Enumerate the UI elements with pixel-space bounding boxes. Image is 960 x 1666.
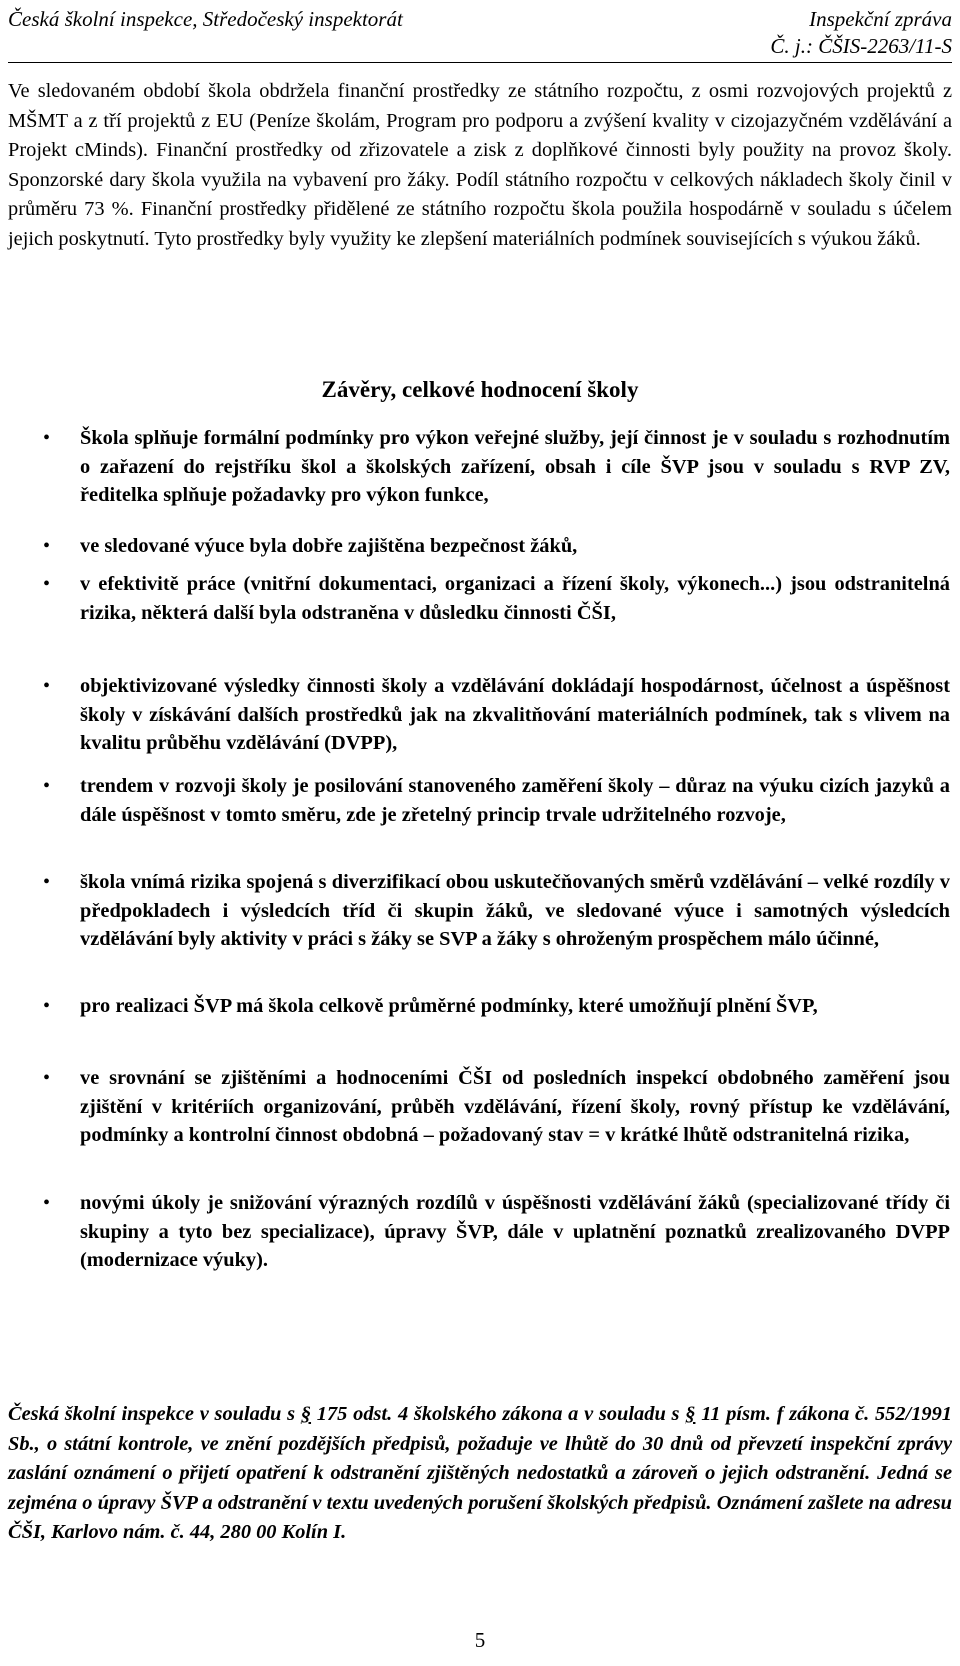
bullet-icon: • [43,995,51,1017]
conclusion-item [43,772,950,829]
intro-paragraph: Ve sledovaném období škola obdržela finanční prostředky ze státního rozpočtu, z osmi rozvojových projektů z MŠMT a z tří projektů z EU (Peníze školám, Program pro podporu a zvýšení kvality v cizojazyčném vzdělávání a Projekt cMinds). Finanční prostředky od zřizovatele a zisk z doplňkové činnosti byly použity na provoz školy. Sponzorské dary škola využila na vybavení pro žáky. Podíl státního rozpočtu v celkových nákladech školy činil v průměru 73 %. Finanční prostředky přidělené ze státního rozpočtu škola použila hospodárně v souladu s účelem jejich poskytnutí. Tyto prostředky byly využity ke zlepšení materiálních podmínek souvisejících s výukou žáků. [8,80,952,250]
closing-note-part-2: 175 odst. 4 školského zákona a v souladu s [311,1403,686,1425]
header-report-title: Inspekční zpráva [809,7,952,31]
conclusion-text: novými úkoly je snižování výrazných rozdílů v úspěšnosti vzdělávání žáků (specializované třídy či skupiny a tyto bez specializace), úpravy ŠVP, dále v uplatnění poznatků zrealizovaného DVPP (modernizace výuky). [80,1192,950,1271]
conclusion-item [43,1189,950,1275]
conclusion-text: trendem v rozvoji školy je posilování stanoveného zaměření školy – důraz na výuku cizích jazyků a dále úspěšnost v tomto směru, zde je zřetelný princip trvale udržitelného rozvoje, [80,775,950,826]
conclusion-item [43,570,950,627]
conclusion-text: škola vnímá rizika spojená s diverzifikací obou uskutečňovaných směrů vzdělávání – velké rozdíly v předpokladech i výsledcích tříd či skupin žáků, ve sledované výuce i samotných výsledcích vzdělávání byly aktivity v práci s žáky se SVP a žáky s ohroženým prospěchem málo účinné, [80,871,950,950]
section-sign: § [685,1403,696,1425]
conclusion-item [43,1064,950,1150]
page-header [8,4,952,63]
conclusion-text: pro realizaci ŠVP má škola celkově průměrné podmínky, které umožňují plnění ŠVP, [80,995,818,1017]
conclusion-item [43,532,950,561]
bullet-icon: • [43,775,51,797]
page-number: 5 [474,1628,486,1652]
conclusion-item [43,672,950,758]
header-organization: Česká školní inspekce, Středočeský inspektorát [8,7,403,31]
conclusion-item [43,424,950,510]
header-report-info [770,6,952,60]
conclusion-text: Škola splňuje formální podmínky pro výkon veřejné služby, její činnost je v souladu s rozhodnutím o zařazení do rejstříku škol a školských zařízení, obsah i cíle ŠVP jsou v souladu s RVP ZV, ředitelka splňuje požadavky pro výkon funkce, [80,427,950,506]
conclusion-text: ve srovnání se zjištěními a hodnoceními ČŠI od posledních inspekcí obdobného zaměření jsou zjištění v kritériích organizování, průběh vzdělávání, řízení školy, rovný přístup ke vzdělávání, podmínky a kontrolní činnost obdobná – požadovaný stav = v krátké lhůtě odstranitelná rizika, [80,1067,950,1146]
conclusion-text: v efektivitě práce (vnitřní dokumentaci, organizaci a řízení školy, výkonech...) jsou odstranitelná rizika, některá další byla odstraněna v důsledku činnosti ČŠI, [80,573,950,624]
closing-note-part-3: 11 písm. f zákona č. 552/1991 Sb., o státní kontrole, ve znění pozdějších předpisů, požaduje ve lhůtě do 30 dnů od převzetí inspekční zprávy zaslání oznámení o přijetí opatření k odstranění zjištěných nedostatků a zároveň o jejich odstranění. Jedná se zejména o úpravy ŠVP a odstranění v textu uvedených porušení školských předpisů. Oznámení zašlete na adresu ČŠI, Karlovo nám. č. 44, 280 00 Kolín I. [8,1403,952,1543]
conclusion-item [43,992,950,1021]
bullet-icon: • [43,427,51,449]
section-heading: Závěry, celkové hodnocení školy [321,377,639,402]
section-sign: § [300,1403,312,1425]
conclusion-item [43,868,950,954]
header-reference-number: Č. j.: ČŠIS-2263/11-S [770,34,952,58]
bullet-icon: • [43,1192,51,1214]
closing-note [8,1400,952,1548]
conclusion-text: ve sledované výuce byla dobře zajištěna bezpečnost žáků, [80,535,578,557]
bullet-icon: • [43,871,51,893]
bullet-icon: • [43,535,51,557]
conclusion-text: objektivizované výsledky činnosti školy a vzdělávání dokládají hospodárnost, účelnost a úspěšnost školy v získávání dalších prostředků jak na zkvalitňování materiálních podmínek, tak s vlivem na kvalitu průběhu vzdělávání (DVPP), [80,675,950,754]
bullet-icon: • [43,573,51,595]
closing-note-part-1: Česká školní inspekce v souladu s [8,1403,301,1425]
bullet-icon: • [43,675,51,697]
bullet-icon: • [43,1067,51,1089]
